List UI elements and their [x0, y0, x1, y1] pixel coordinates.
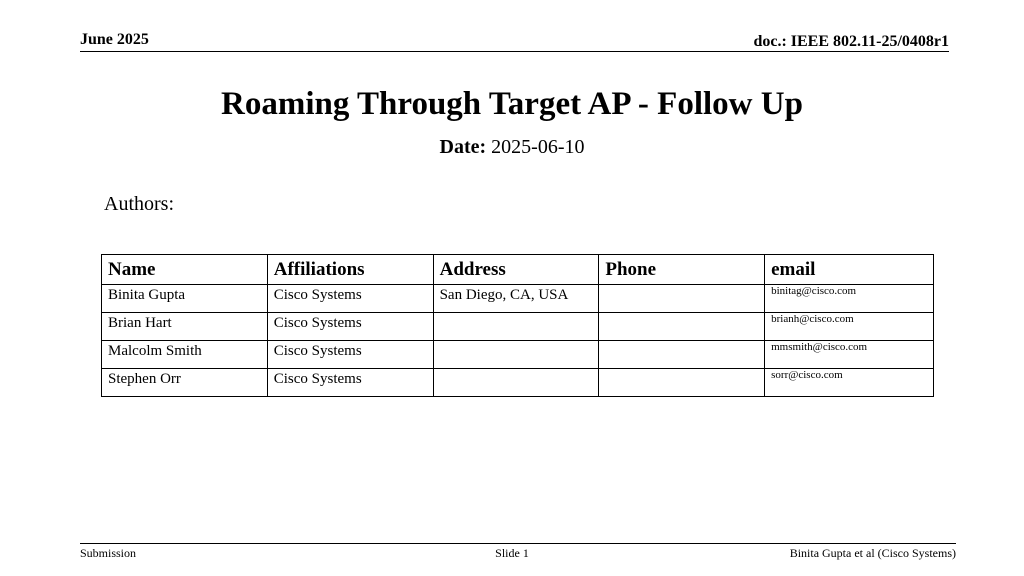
cell-name: Brian Hart — [102, 313, 268, 341]
header-date: June 2025 — [80, 31, 149, 48]
cell-phone — [599, 285, 765, 313]
footer-authors: Binita Gupta et al (Cisco Systems) — [789, 546, 956, 560]
footer-submission: Submission — [80, 546, 137, 560]
table-row — [102, 369, 934, 397]
cell-name: Malcolm Smith — [102, 341, 268, 369]
header-rule — [80, 51, 949, 52]
footer-slide-number: Slide 1 — [495, 546, 529, 560]
date-value: 2025-06-10 — [491, 136, 585, 158]
header-doc-id: doc.: IEEE 802.11-25/0408r1 — [753, 33, 949, 50]
cell-address — [433, 313, 599, 341]
cell-affiliation: Cisco Systems — [267, 285, 433, 313]
date-label: Date: — [439, 136, 487, 158]
cell-address — [433, 341, 599, 369]
footer-rule — [80, 543, 956, 544]
cell-email: sorr@cisco.com — [765, 369, 934, 397]
cell-phone — [599, 369, 765, 397]
authors-table — [101, 254, 934, 397]
table-row — [102, 313, 934, 341]
col-header-email: email — [765, 255, 934, 285]
cell-affiliation: Cisco Systems — [267, 313, 433, 341]
table-header-row — [102, 255, 934, 285]
col-header-affiliations: Affiliations — [267, 255, 433, 285]
cell-email: binitag@cisco.com — [765, 285, 934, 313]
cell-phone — [599, 341, 765, 369]
authors-label: Authors: — [104, 193, 174, 215]
cell-address — [433, 369, 599, 397]
slide-title: Roaming Through Target AP - Follow Up — [221, 86, 803, 122]
slide-date — [0, 136, 1024, 159]
col-header-address: Address — [433, 255, 599, 285]
cell-phone — [599, 313, 765, 341]
cell-email: mmsmith@cisco.com — [765, 341, 934, 369]
cell-affiliation: Cisco Systems — [267, 341, 433, 369]
table-row — [102, 285, 934, 313]
cell-name: Stephen Orr — [102, 369, 268, 397]
table-row — [102, 341, 934, 369]
cell-affiliation: Cisco Systems — [267, 369, 433, 397]
col-header-name: Name — [102, 255, 268, 285]
cell-email: brianh@cisco.com — [765, 313, 934, 341]
cell-name: Binita Gupta — [102, 285, 268, 313]
cell-address: San Diego, CA, USA — [433, 285, 599, 313]
col-header-phone: Phone — [599, 255, 765, 285]
